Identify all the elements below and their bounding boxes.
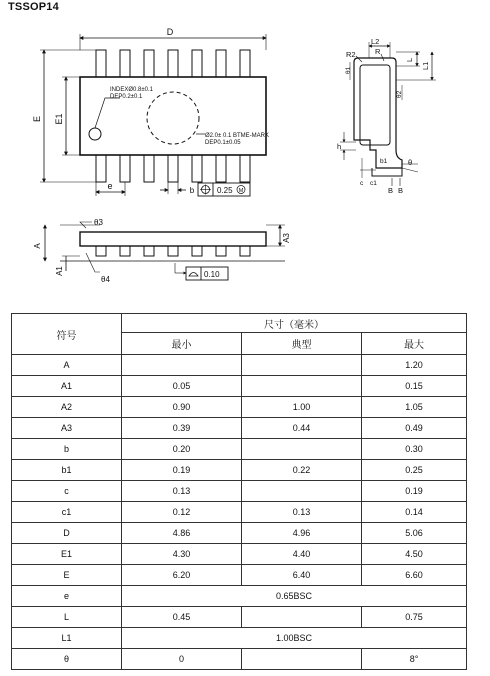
flatness-icon (189, 273, 198, 277)
symbol-cell: L1 (12, 628, 122, 649)
max-cell: 6.60 (362, 565, 467, 586)
min-cell: 0.20 (122, 439, 242, 460)
table-body (12, 355, 467, 670)
min-cell: 0.45 (122, 607, 242, 628)
bsc-value-cell: 1.00BSC (122, 628, 467, 649)
typ-cell (242, 355, 362, 376)
symbol-cell: D (12, 523, 122, 544)
label-c: c (360, 180, 364, 187)
table-row (12, 544, 467, 565)
symbol-cell: c (12, 481, 122, 502)
index-note-2: DEP0.2±0.1 (110, 94, 143, 100)
label-R2: R2 (346, 50, 356, 59)
max-cell: 0.49 (362, 418, 467, 439)
symbol-cell: L (12, 607, 122, 628)
label-theta1: θ1 (345, 66, 352, 74)
min-cell: 0.90 (122, 397, 242, 418)
side-pins (96, 246, 250, 256)
table-row (12, 523, 467, 544)
label-L1: L1 (421, 61, 430, 70)
min-cell: 0.13 (122, 481, 242, 502)
label-E: E (32, 115, 42, 123)
table-row (12, 418, 467, 439)
symbol-cell: A1 (12, 376, 122, 397)
max-cell: 0.19 (362, 481, 467, 502)
max-header: 最大 (362, 333, 467, 355)
flatness-tol-value: 0.10 (204, 270, 220, 279)
table-row (12, 355, 467, 376)
label-D: D (166, 27, 174, 37)
label-theta3: θ3 (94, 218, 103, 227)
min-cell: 0.12 (122, 502, 242, 523)
symbol-cell: b1 (12, 460, 122, 481)
label-A1: A1 (55, 266, 64, 276)
label-h: h (337, 142, 342, 151)
table-row (12, 481, 467, 502)
typ-cell (242, 649, 362, 670)
symbol-cell: E (12, 565, 122, 586)
typ-cell (242, 481, 362, 502)
label-A3: A3 (282, 233, 291, 243)
label-c1: c1 (370, 180, 377, 187)
label-e: e (107, 181, 113, 191)
top-pins-upper (96, 50, 250, 77)
min-cell: 0 (122, 649, 242, 670)
typ-cell: 0.13 (242, 502, 362, 523)
symbol-cell: E1 (12, 544, 122, 565)
table-row (12, 607, 467, 628)
label-L2: L2 (371, 37, 380, 46)
label-b1: b1 (380, 158, 388, 165)
max-cell: 8° (362, 649, 467, 670)
max-cell: 1.20 (362, 355, 467, 376)
dimension-table (11, 313, 467, 670)
top-pins-lower (96, 155, 250, 182)
table-row (12, 565, 467, 586)
package-drawing (0, 0, 490, 300)
min-cell (122, 355, 242, 376)
label-theta4: θ4 (101, 275, 110, 284)
label-R: R (375, 47, 381, 56)
label-theta: θ (408, 158, 413, 167)
typ-cell: 4.96 (242, 523, 362, 544)
typ-cell: 1.00 (242, 397, 362, 418)
label-L: L (405, 57, 414, 62)
max-cell: 0.15 (362, 376, 467, 397)
symbol-cell: A (12, 355, 122, 376)
label-theta2: θ2 (396, 90, 403, 98)
bsc-value-cell: 0.65BSC (122, 586, 467, 607)
typ-header: 典型 (242, 333, 362, 355)
max-cell: 5.06 (362, 523, 467, 544)
label-E1: E1 (54, 113, 64, 125)
max-cell: 4.50 (362, 544, 467, 565)
symbol-cell: b (12, 439, 122, 460)
max-cell: 1.05 (362, 397, 467, 418)
min-cell: 0.19 (122, 460, 242, 481)
symbol-cell: A3 (12, 418, 122, 439)
table-row (12, 628, 467, 649)
typ-cell: 0.44 (242, 418, 362, 439)
min-header: 最小 (122, 333, 242, 355)
typ-cell: 0.22 (242, 460, 362, 481)
label-B-1: B (388, 186, 394, 195)
typ-cell (242, 439, 362, 460)
side-view-labels (33, 218, 291, 284)
table-row (12, 376, 467, 397)
table-row (12, 397, 467, 418)
symbol-cell: A2 (12, 397, 122, 418)
page-title: TSSOP14 (8, 1, 59, 13)
side-view (45, 222, 285, 280)
table-row (12, 649, 467, 670)
symbol-cell: θ (12, 649, 122, 670)
typ-cell (242, 607, 362, 628)
top-view (40, 34, 266, 196)
label-b: b (189, 186, 195, 195)
position-tol-value: 0.25 (217, 186, 233, 195)
dimension-header: 尺寸（毫米） (122, 314, 467, 333)
typ-cell: 6.40 (242, 565, 362, 586)
min-cell: 0.05 (122, 376, 242, 397)
table-row (12, 439, 467, 460)
table-row (12, 586, 467, 607)
symbol-cell: e (12, 586, 122, 607)
position-tol-modifier: M (238, 188, 244, 194)
table-row (12, 460, 467, 481)
index-note-1: INDEXØ0.8±0.1 (110, 87, 153, 93)
label-A: A (33, 243, 42, 249)
table-row (12, 502, 467, 523)
label-B-2: B (398, 186, 404, 195)
symbol-header: 符号 (12, 314, 122, 355)
max-cell: 0.75 (362, 607, 467, 628)
symbol-cell: c1 (12, 502, 122, 523)
min-cell: 4.86 (122, 523, 242, 544)
min-cell: 0.39 (122, 418, 242, 439)
typ-cell (242, 376, 362, 397)
typ-cell: 4.40 (242, 544, 362, 565)
max-cell: 0.30 (362, 439, 467, 460)
max-cell: 0.14 (362, 502, 467, 523)
min-cell: 6.20 (122, 565, 242, 586)
mark-note-2: DEP0.1±0.05 (205, 140, 241, 146)
mark-note-1: Ø2.0± 0.1 BTME-MARK (205, 133, 269, 139)
max-cell: 0.25 (362, 460, 467, 481)
min-cell: 4.30 (122, 544, 242, 565)
